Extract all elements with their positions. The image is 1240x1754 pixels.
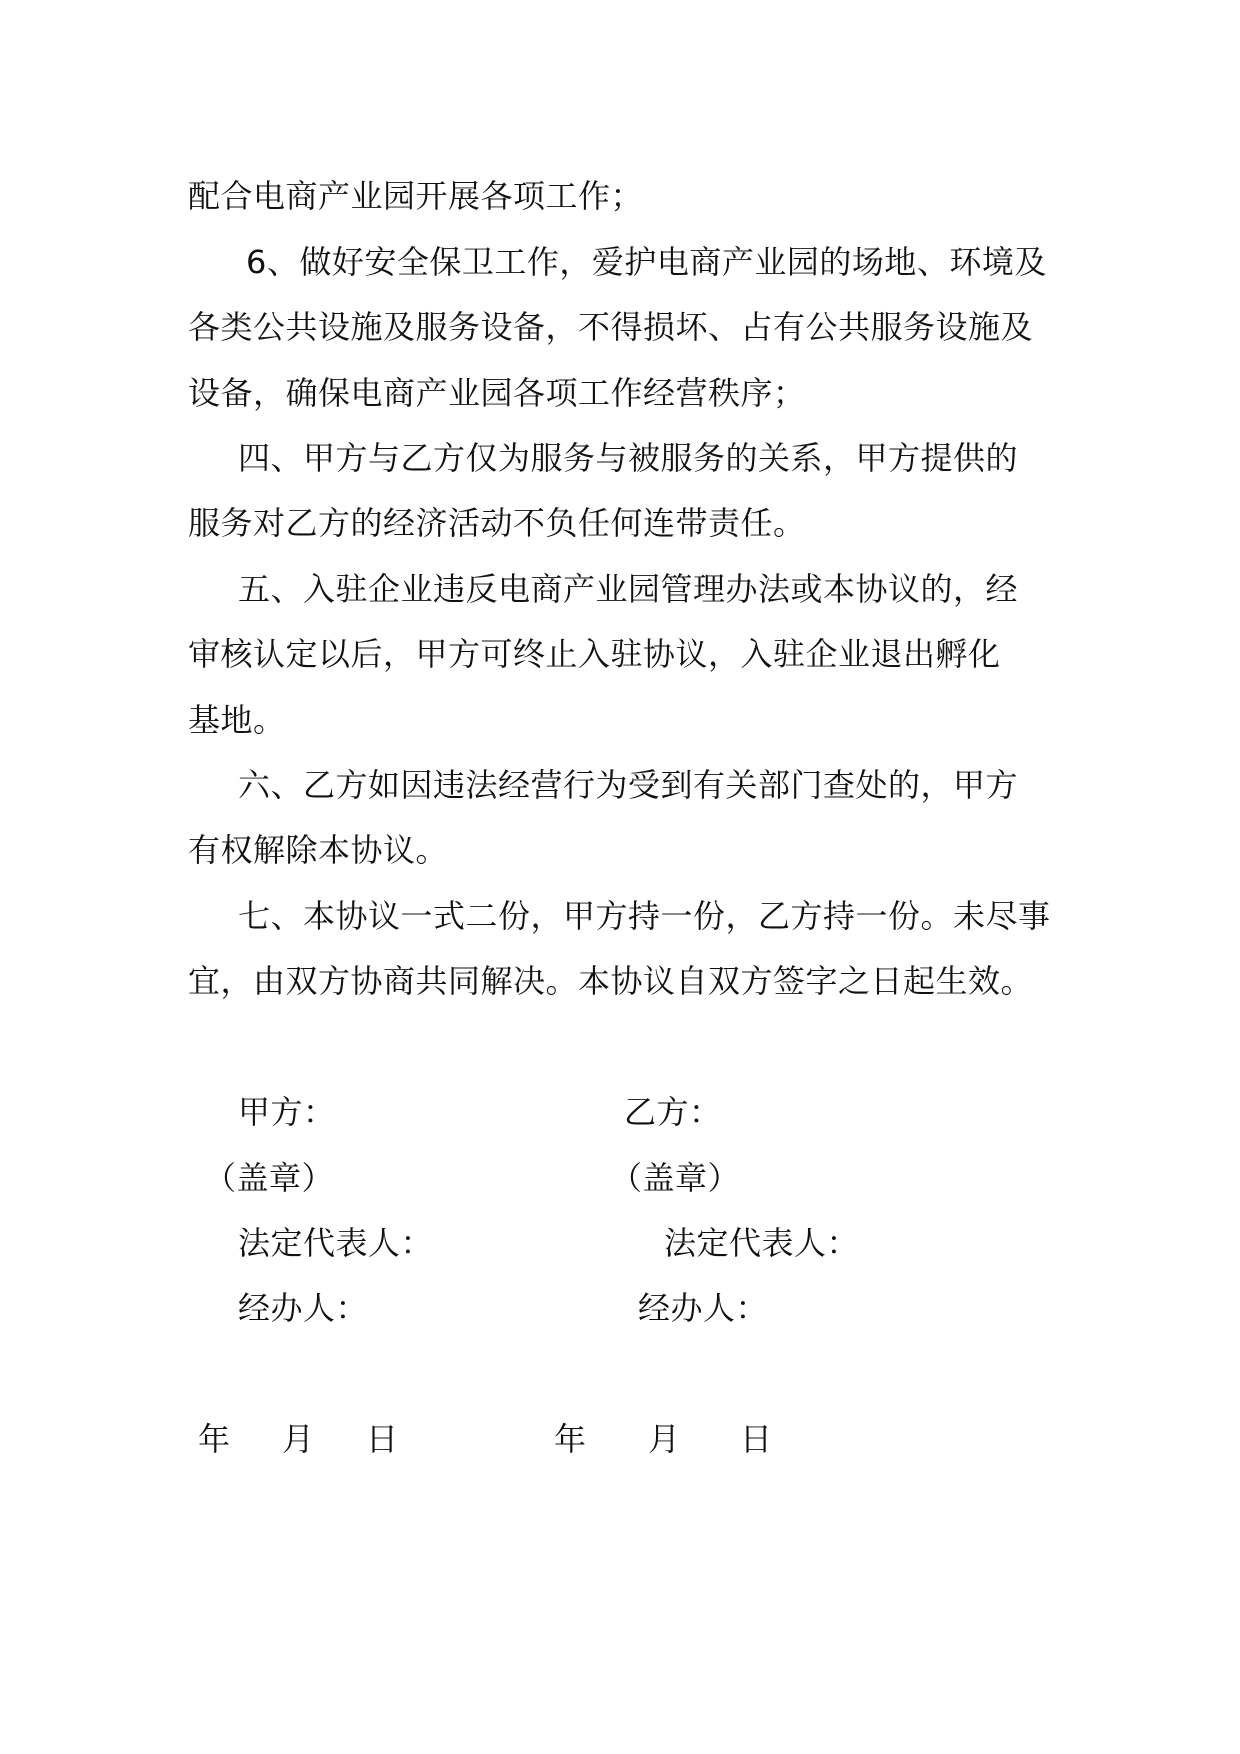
party-b-date-month: 月 [648,1420,681,1458]
body-line: 各类公共设施及服务设备，不得损坏、占有公共服务设施及 [188,308,1034,346]
body-line: 六、乙方如因违法经营行为受到有关部门查处的，甲方 [238,766,1019,804]
body-line: 四、甲方与乙方仅为服务与被服务的关系，甲方提供的 [238,439,1019,477]
party-a-seal: （盖章） [204,1159,335,1197]
body-line: 配合电商产业园开展各项工作； [188,177,644,215]
body-line: 七、本协议一式二份，甲方持一份，乙方持一份。未尽事 [238,897,1051,935]
body-line: 6、做好安全保卫工作，爱护电商产业园的场地、环境及 [246,243,1047,281]
body-line: 宜，由双方协商共同解决。本协议自双方签字之日起生效。 [188,962,1034,1000]
body-line: 审核认定以后，甲方可终止入驻协议，入驻企业退出孵化 [188,635,1001,673]
body-line: 基地。 [188,701,286,739]
party-a-label: 甲方： [238,1093,336,1131]
body-line: 有权解除本协议。 [188,831,449,869]
party-b-label: 乙方： [624,1093,722,1131]
party-b-handler: 经办人： [638,1289,769,1327]
body-line: 服务对乙方的经济活动不负任何连带责任。 [188,504,806,542]
body-line: 五、入驻企业违反电商产业园管理办法或本协议的，经 [238,570,1019,608]
party-a-date-day: 日 [366,1420,399,1458]
party-b-date-day: 日 [740,1420,773,1458]
party-b-legal-rep: 法定代表人： [664,1224,860,1262]
party-b-seal: （盖章） [610,1159,741,1197]
body-line: 设备，确保电商产业园各项工作经营秩序； [188,374,806,412]
party-a-handler: 经办人： [238,1289,369,1327]
party-a-legal-rep: 法定代表人： [238,1224,434,1262]
party-a-date-month: 月 [282,1420,315,1458]
party-a-date-year: 年 [198,1420,231,1458]
party-b-date-year: 年 [554,1420,587,1458]
